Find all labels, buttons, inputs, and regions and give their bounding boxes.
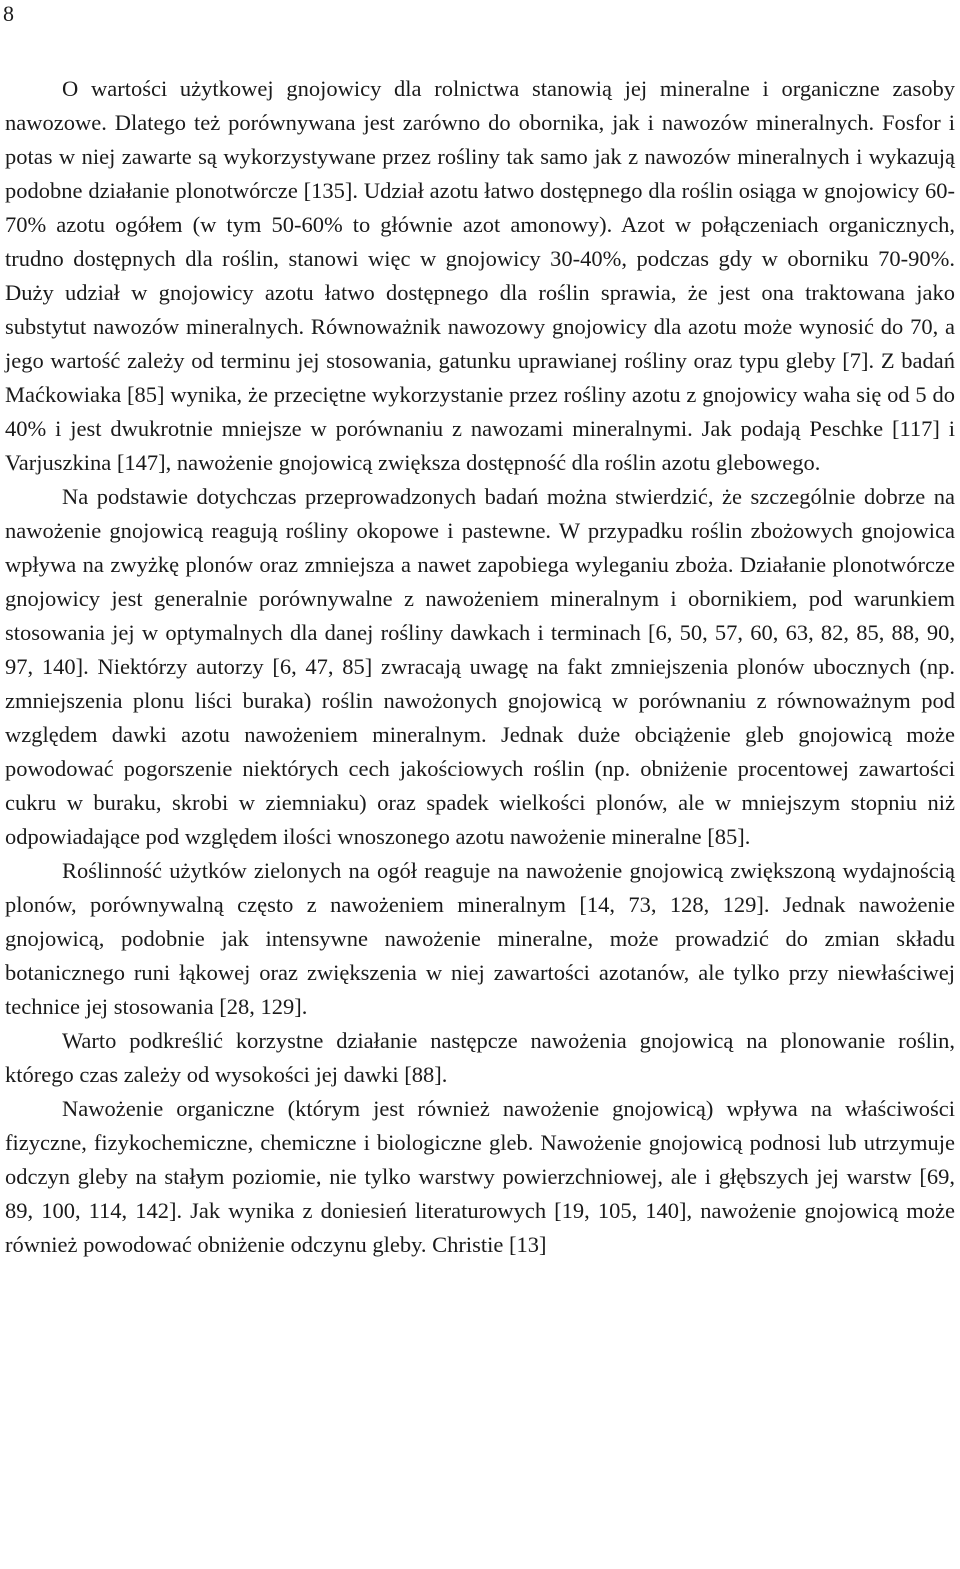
paragraph-slurry-value: O wartości użytkowej gnojowicy dla rolnictwa stanowią jej mineralne i organiczne zasoby nawozowe. Dlatego też porównywana jest zarówno do obornika, jak i nawozów mineralnych. Fosfor i potas w niej zawarte są wykorzystywane przez rośliny tak samo jak z nawozów mineralnych i wykazują podobne działanie plonotwórcze [135]. Udział azotu łatwo dostępnego dla roślin osiąga w gnojowicy 60-70% azotu ogółem (w tym 50-60% to głównie azot amonowy). Azot w połączeniach organicznych, trudno dostępnych dla roślin, stanowi więc w gnojowicy 30-40%, podczas gdy w oborniku 70-90%. Duży udział w gnojowicy azotu łatwo dostępnego dla roślin sprawia, że jest ona traktowana jako substytut nawozów mineralnych. Równoważnik nawozowy gnojowicy dla azotu może wynosić do 70, a jego wartość zależy od terminu jej stosowania, gatunku uprawianej rośliny oraz typu gleby [7]. Z badań Maćkowiaka [85] wynika, że przeciętne wykorzystanie przez rośliny azotu z gnojowicy waha się od 5 do 40% i jest dwukrotnie mniejsze w porównaniu z nawozami mineralnymi. Jak podają Peschke [117] i Varjuszkina [147], nawożenie gnojowicą zwiększa dostępność dla roślin azotu glebowego. (5, 76, 955, 475)
page-number: 8 (3, 1, 14, 26)
body-text (5, 72, 955, 1262)
paragraph-grassland: Roślinność użytków zielonych na ogół reaguje na nawożenie gnojowicą zwiększoną wydajnością plonów, porównywalną często z nawożeniem mineralnym [14, 73, 128, 129]. Jednak nawożenie gnojowicą, podobnie jak intensywne nawożenie mineralne, może prowadzić do zmian składu botanicznego runi łąkowej oraz zwiększenia w niej zawartości azotanów, ale tylko przy niewłaściwej technice jej stosowania [28, 129]. (5, 858, 955, 1019)
paragraph-soil-properties: Nawożenie organiczne (którym jest również nawożenie gnojowicą) wpływa na właściwości fizyczne, fizykochemiczne, chemiczne i biologiczne gleb. Nawożenie gnojowicą podnosi lub utrzymuje odczyn gleby na stałym poziomie, nie tylko warstwy powierzchniowej, ale i głębszych jej warstw [69, 89, 100, 114, 142]. Jak wynika z doniesień literaturowych [19, 105, 140], nawożenie gnojowicą może również powodować obniżenie odczynu gleby. Christie [13] (5, 1096, 955, 1257)
paragraph-aftereffect: Warto podkreślić korzystne działanie następcze nawożenia gnojowicą na plonowanie roślin, którego czas zależy od wysokości jej dawki [88]. (5, 1028, 955, 1087)
paragraph-crop-response: Na podstawie dotychczas przeprowadzonych badań można stwierdzić, że szczególnie dobrze na nawożenie gnojowicą reagują rośliny okopowe i pastewne. W przypadku roślin zbożowych gnojowica wpływa na zwyżkę plonów oraz zmniejsza a nawet zapobiega wyleganiu zboża. Działanie plonotwórcze gnojowicy jest generalnie porównywalne z nawożeniem mineralnym i obornikiem, pod warunkiem stosowania jej w optymalnych dla danej rośliny dawkach i terminach [6, 50, 57, 60, 63, 82, 85, 88, 90, 97, 140]. Niektórzy autorzy [6, 47, 85] zwracają uwagę na fakt zmniejszenia plonów ubocznych (np. zmniejszenia plonu liści buraka) roślin nawożonych gnojowicą w porównaniu z równoważnym pod względem dawki azotu nawożeniem mineralnym. Jednak duże obciążenie gleb gnojowicą może powodować pogorszenie niektórych cech jakościowych roślin (np. obniżenie procentowej zawartości cukru w buraku, skrobi w ziemniaku) oraz spadek wielkości plonów, ale w mniejszym stopniu niż odpowiadające pod względem ilości wnoszonego azotu nawożenie mineralne [85]. (5, 484, 955, 849)
